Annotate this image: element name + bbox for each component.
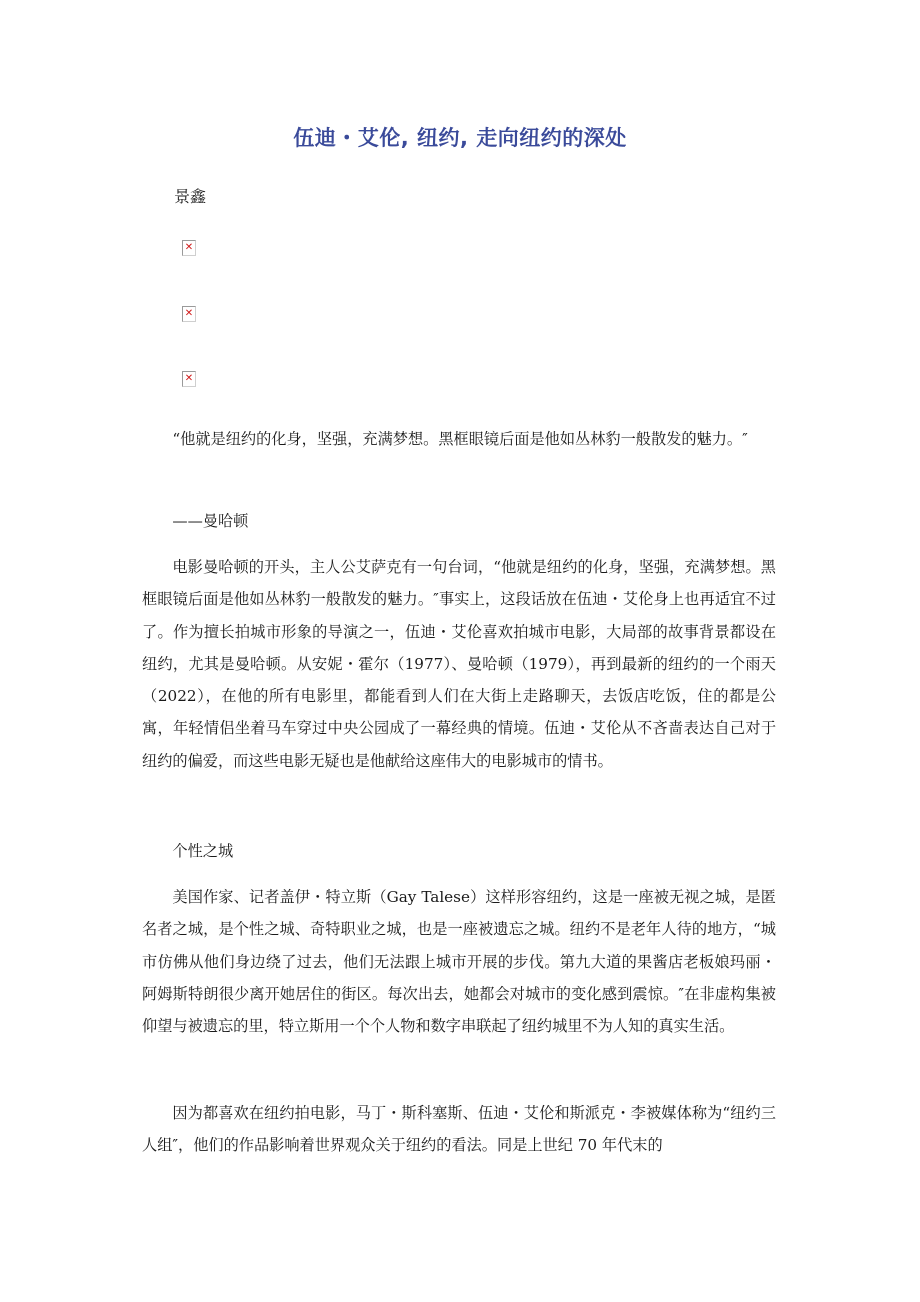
- broken-image-icon: ✕: [182, 240, 196, 256]
- body-paragraph-2: 美国作家、记者盖伊・特立斯（Gay Talese）这样形容纽约，这是一座被无视之城，是匿名者之城，是个性之城、奇特职业之城，也是一座被遗忘之城。纽约不是老年人待的地方，“城市仿佛从他们身边绕了过去，他们无法跟上城市开展的步伐。第九大道的果酱店老板娘玛丽・阿姆斯特朗很少离开她居住的街区。每次出去，她都会对城市的变化感到震惊。″在非虚构集被仰望与被遗忘的里，特立斯用一个个人物和数字串联起了纽约城里不为人知的真实生活。: [142, 888, 776, 1036]
- opening-quote: “他就是纽约的化身，坚强，充满梦想。黑框眼镜后面是他如丛林豹一般散发的魅力。″: [172, 430, 748, 448]
- body-paragraph-3: 因为都喜欢在纽约拍电影，马丁・斯科塞斯、伍迪・艾伦和斯派克・李被媒体称为“纽约三人组″，他们的作品影响着世界观众关于纽约的看法。同是上世纪 70 年代末的: [142, 1104, 776, 1155]
- quote-source: ——曼哈顿: [172, 512, 249, 530]
- section-heading: 个性之城: [172, 842, 234, 860]
- broken-image-icon: ✕: [182, 371, 196, 387]
- broken-image-icon: ✕: [182, 306, 196, 322]
- author-name: 景鑫: [174, 187, 207, 206]
- body-paragraph-1: 电影曼哈顿的开头，主人公艾萨克有一句台词，“他就是纽约的化身，坚强，充满梦想。黑框眼镜后面是他如丛林豹一般散发的魅力。″事实上，这段话放在伍迪・艾伦身上也再适宜不过了。作为擅长拍城市形象的导演之一，伍迪・艾伦喜欢拍城市电影，大局部的故事背景都设在纽约，尤其是曼哈顿。从安妮・霍尔（1977）、曼哈顿（1979），再到最新的纽约的一个雨天（2022），在他的所有电影里，都能看到人们在大街上走路聊天，去饭店吃饭，住的都是公寓，年轻情侣坐着马车穿过中央公园成了一幕经典的情境。伍迪・艾伦从不吝啬表达自己对于纽约的偏爱，而这些电影无疑也是他献给这座伟大的电影城市的情书。: [142, 558, 776, 770]
- article-title: 伍迪・艾伦, 纽约, 走向纽约的深处: [293, 126, 627, 150]
